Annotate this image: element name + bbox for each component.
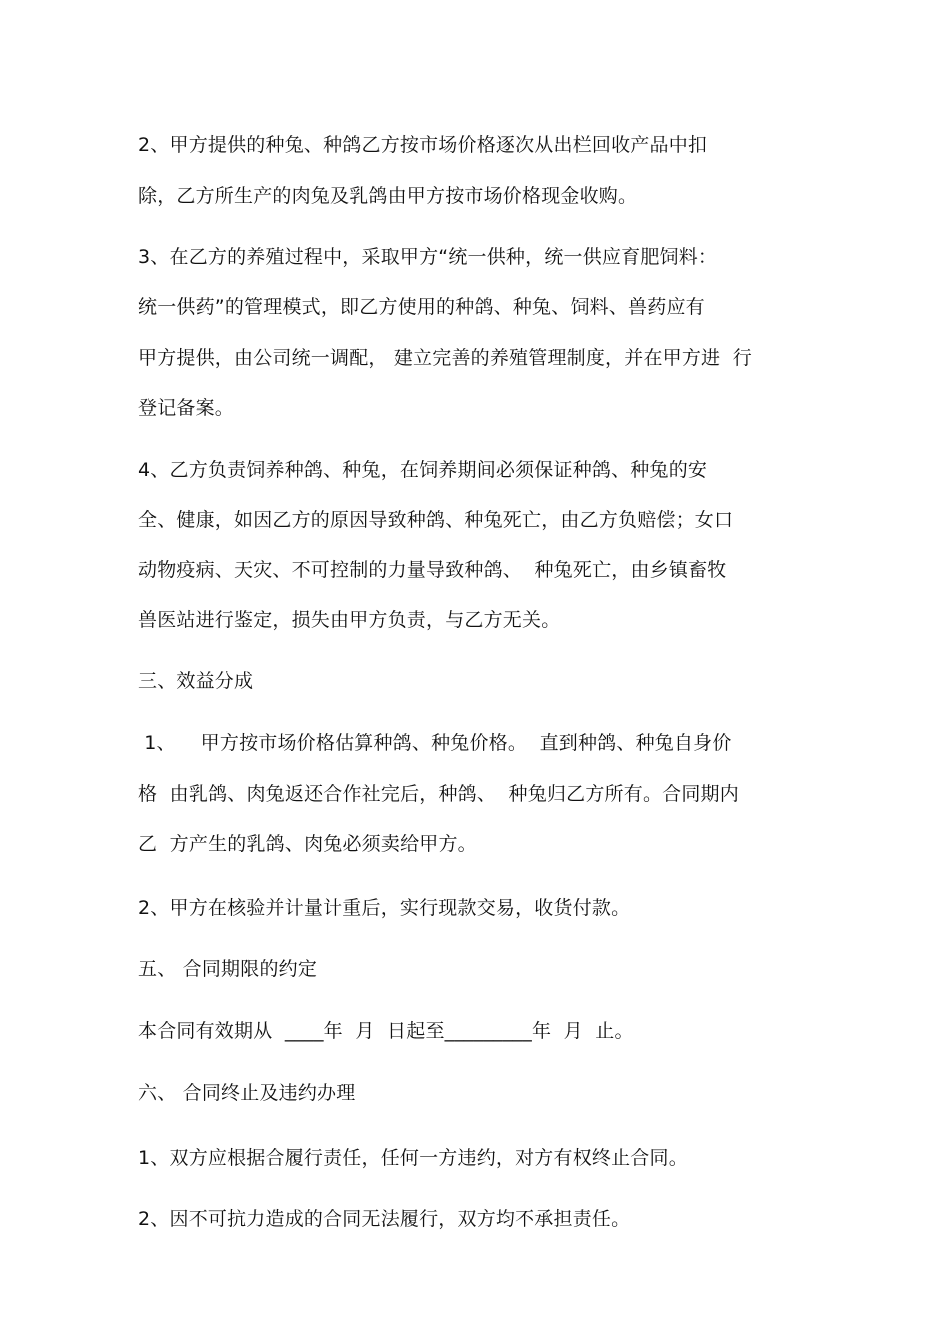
text-line: 全、健康，如因乙方的原因导致种鸽、种兔死亡，由乙方负赔偿；女口 — [138, 509, 734, 531]
text-line: 兽医站进行鉴定，损失由甲方负责，与乙方无关。 — [138, 609, 561, 631]
text-line: 1、 甲方按市场价格估算种鸽、种兔价格。 直到种鸽、种兔自身价 — [138, 732, 732, 754]
text-line: 本合同有效期从 ____年 月 日起至_________年 月 止。 — [138, 1020, 634, 1042]
text-line: 统一供药”的管理模式，即乙方使用的种鸽、种兔、饲料、兽药应有 — [138, 296, 705, 318]
text-line: 甲方提供，由公司统一调配， 建立完善的养殖管理制度，并在甲方进 行 — [138, 347, 752, 369]
section-heading: 六、 合同终止及违约办理 — [138, 1082, 356, 1104]
text-line: 动物疫病、天灾、不可控制的力量导致种鸽、 种兔死亡，由乡镇畜牧 — [138, 559, 727, 581]
section-heading: 五、 合同期限的约定 — [138, 958, 318, 980]
text-line: 2、因不可抗力造成的合同无法履行，双方均不承担责任。 — [138, 1208, 631, 1230]
text-line: 登记备案。 — [138, 397, 235, 419]
text-line: 2、甲方提供的种兔、种鸽乙方按市场价格逐次从出栏回收产品中扣 — [138, 134, 708, 156]
section-heading: 三、效益分成 — [138, 670, 254, 692]
text-line: 乙 方产生的乳鸽、肉兔必须卖给甲方。 — [138, 833, 477, 855]
text-line: 3、在乙方的养殖过程中，采取甲方“统一供种，统一供应育肥饲料： — [138, 246, 718, 268]
text-line: 4、乙方负责饲养种鸽、种兔，在饲养期间必须保证种鸽、种兔的安 — [138, 459, 708, 481]
text-line: 2、甲方在核验并计量计重后，实行现款交易，收货付款。 — [138, 897, 631, 919]
text-line: 1、双方应根据合履行责任，任何一方违约，对方有权终止合同。 — [138, 1147, 688, 1169]
text-line: 除，乙方所生产的肉兔及乳鸽由甲方按市场价格现金收购。 — [138, 185, 638, 207]
text-line: 格 由乳鸽、肉兔返还合作社完后，种鸽、 种兔归乙方所有。合同期内 — [138, 783, 739, 805]
